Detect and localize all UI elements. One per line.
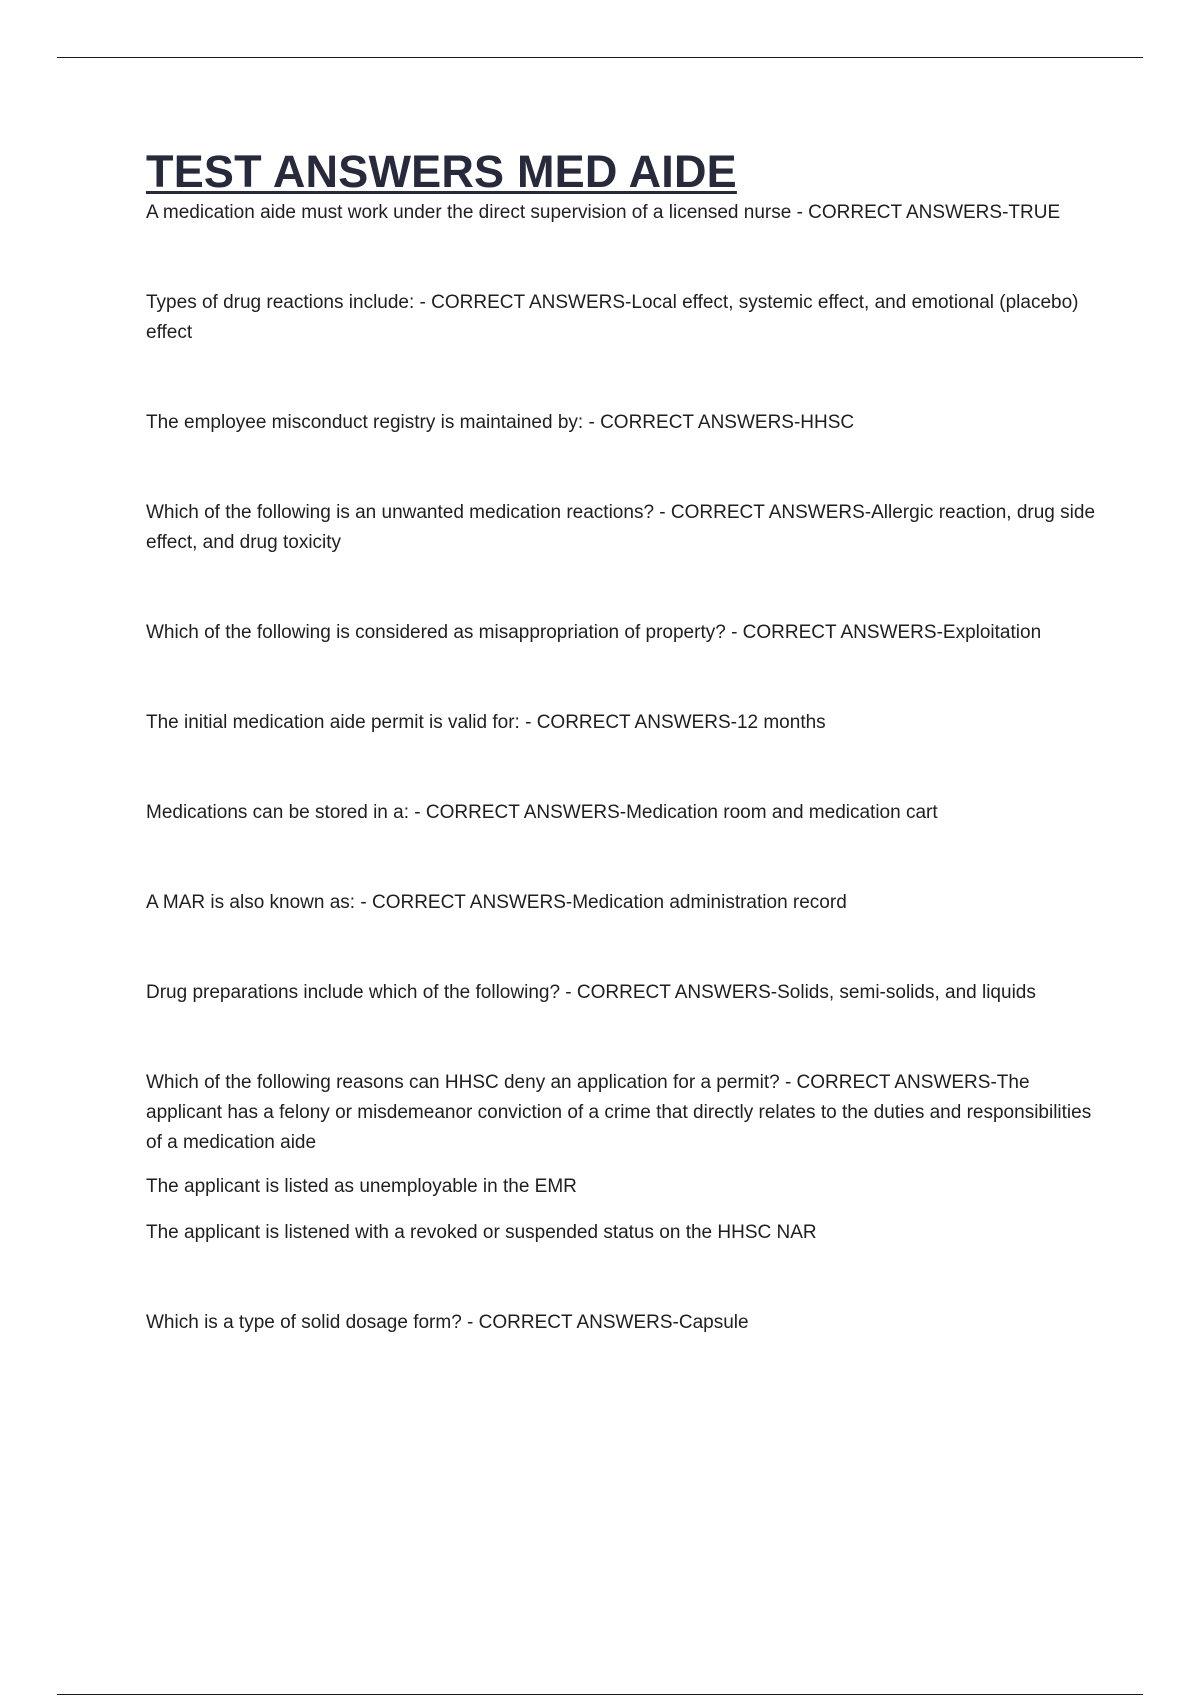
qa-text: Which of the following is an unwanted medication reactions? - CORRECT ANSWERS-Allergic reaction, drug side effect, and drug toxicity <box>146 502 1096 553</box>
qa-item <box>146 888 1096 918</box>
qa-text: Which of the following is considered as misappropriation of property? - CORRECT ANSWERS-Exploitation <box>146 622 1042 643</box>
header-rule <box>57 57 1143 58</box>
qa-text: Medications can be stored in a: - CORRECT ANSWERS-Medication room and medication cart <box>146 802 938 823</box>
qa-text: The employee misconduct registry is maintained by: - CORRECT ANSWERS-HHSC <box>146 412 855 433</box>
qa-item <box>146 1308 1096 1338</box>
document-title: TEST ANSWERS MED AIDE <box>146 146 737 197</box>
qa-item <box>146 198 1096 228</box>
qa-item <box>146 1068 1096 1158</box>
qa-item <box>146 408 1096 438</box>
document-body <box>146 146 1096 1398</box>
qa-text: Types of drug reactions include: - CORRECT ANSWERS-Local effect, systemic effect, and emotional (placebo) effect <box>146 292 1079 343</box>
qa-item <box>146 798 1096 828</box>
qa-text: The initial medication aide permit is valid for: - CORRECT ANSWERS-12 months <box>146 712 826 733</box>
qa-item <box>146 978 1096 1008</box>
qa-item <box>146 708 1096 738</box>
qa-text: A MAR is also known as: - CORRECT ANSWERS-Medication administration record <box>146 892 847 913</box>
qa-text: Which is a type of solid dosage form? - CORRECT ANSWERS-Capsule <box>146 1312 749 1333</box>
qa-text: Drug preparations include which of the following? - CORRECT ANSWERS-Solids, semi-solids, and liquids <box>146 982 1036 1003</box>
answer-note: The applicant is listed as unemployable in the EMR <box>146 1176 577 1197</box>
footer-rule <box>57 1694 1143 1695</box>
qa-item <box>146 498 1096 558</box>
qa-text: A medication aide must work under the direct supervision of a licensed nurse - CORRECT ANSWERS-TRUE <box>146 202 1061 223</box>
answer-note: The applicant is listened with a revoked or suspended status on the HHSC NAR <box>146 1222 817 1243</box>
qa-list <box>146 198 1096 1338</box>
qa-item <box>146 618 1096 648</box>
qa-item <box>146 288 1096 348</box>
qa-text: Which of the following reasons can HHSC deny an application for a permit? - CORRECT ANSWERS-The applicant has a felony or misdemeanor conviction of a crime that directly relates to the duties and responsibilities of a medication aide <box>146 1072 1092 1153</box>
